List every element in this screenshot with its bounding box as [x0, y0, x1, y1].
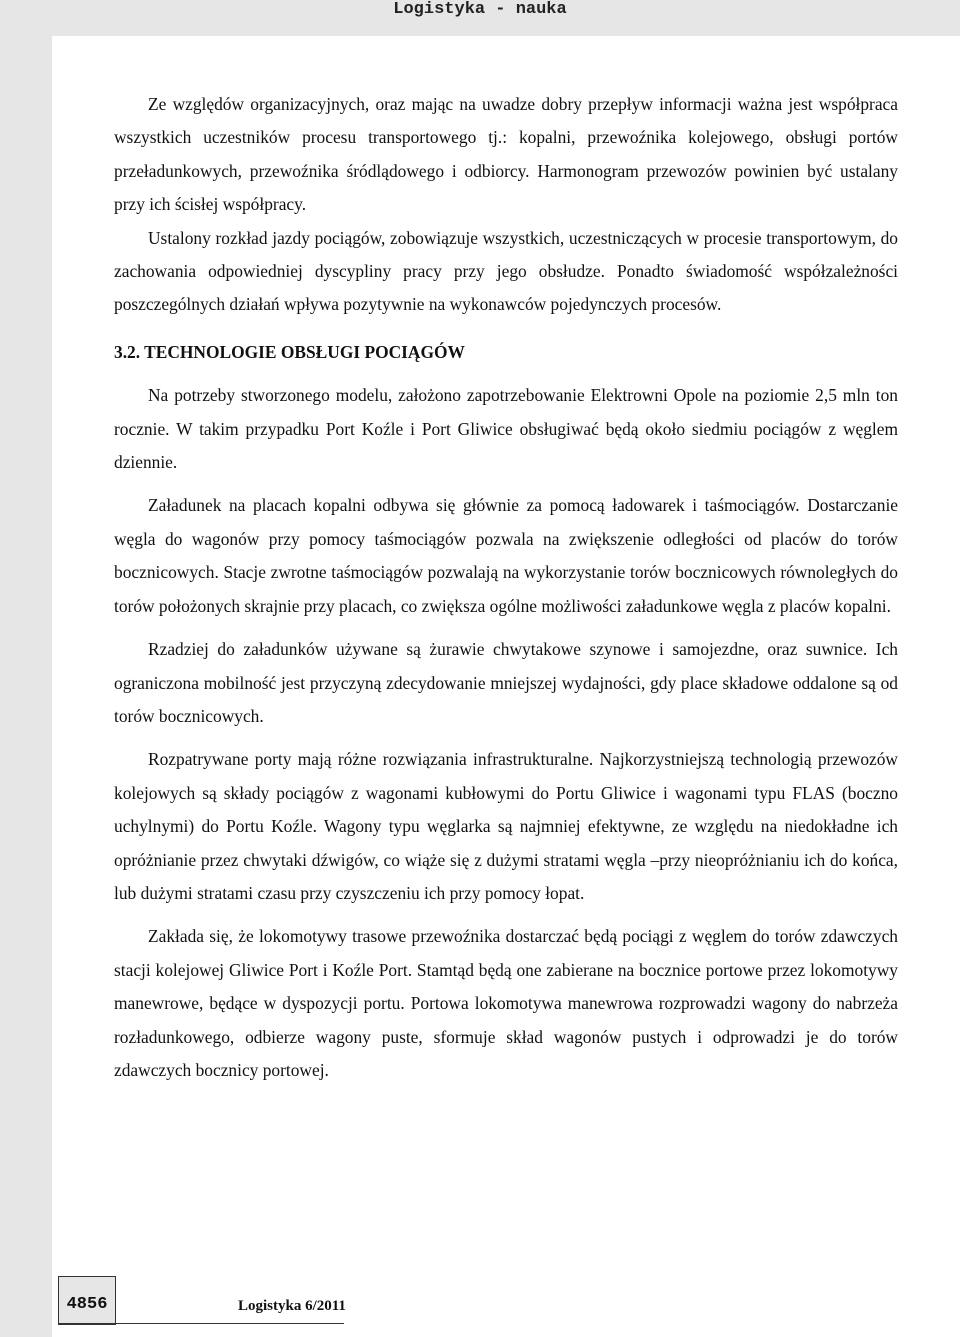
page-footer [58, 1276, 358, 1337]
article-body [114, 88, 898, 1087]
header-title: Logistyka - nauka [393, 0, 567, 19]
footer-rule [58, 1323, 344, 1324]
paragraph-cranes: Rzadziej do załadunków używane są żurawie chwytakowe szynowe i samojezdne, oraz suwnice. Ich ograniczona mobilność jest przyczyną zdecydowanie mniejszej wydajności, gdy place składowe oddalone są od torów bocznicowych. [114, 639, 898, 726]
paragraph-cooperation: Ze względów organizacyjnych, oraz mając na uwadze dobry przepływ informacji ważna jest współpraca wszystkich uczestników procesu transportowego tj.: kopalni, przewoźnika kolejowego, obsługi portów przeładunkowych, przewoźnika śródlądowego i odbiorcy. Harmonogram przewozów powinien być ustalany przy ich ścisłej współpracy. [114, 94, 898, 215]
page-number-box [58, 1276, 116, 1325]
page-number: 4856 [66, 1295, 108, 1314]
running-header [0, 0, 960, 36]
section-heading: 3.2. TECHNOLOGIE OBSŁUGI POCIĄGÓW [114, 341, 465, 362]
paragraph-locomotives: Zakłada się, że lokomotywy trasowe przewoźnika dostarczać będą pociągi z węglem do torów zdawczych stacji kolejowej Gliwice Port i Koźle Port. Stamtąd będą one zabierane na bocznice portowe przez lokomotywy manewrowe, będące w dyspozycji portu. Portowa lokomotywa manewrowa rozprowadzi wagony do nabrzeża rozładunkowego, odbierze wagony puste, sformuje skład wagonów pustych i odprowadzi je do torów zdawczych bocznicy portowej. [114, 926, 898, 1080]
paragraph-model: Na potrzeby stworzonego modelu, założono zapotrzebowanie Elektrowni Opole na poziomie 2,5 mln ton rocznie. W takim przypadku Port Koźle i Port Gliwice obsługiwać będą około siedmiu pociągów z węglem dziennie. [114, 385, 898, 473]
paragraph-loading: Załadunek na placach kopalni odbywa się głównie za pomocą ładowarek i taśmociągów. Dostarczanie węgla do wagonów przy pomocy taśmociągów pozwala na zwiększenie odległości od placów do torów bocznicowych. Stacje zwrotne taśmociągów pozwalają na wykorzystanie torów bocznicowych równoległych do torów położonych skrajnie przy placach, co zwiększa ogólne możliwości załadunkowe węgla z placów kopalni. [114, 495, 898, 616]
page-sheet [52, 36, 960, 1337]
journal-name: Logistyka 6/2011 [238, 1298, 346, 1314]
paragraph-ports: Rozpatrywane porty mają różne rozwiązania infrastrukturalne. Najkorzystniejszą technologią przewozów kolejowych są składy pociągów z wagonami kubłowymi do Portu Gliwice i wagonami typu FLAS (boczno uchylnymi) do Portu Koźle. Wagony typu węglarka są najmniej efektywne, ze względu na niedokładne ich opróżnianie przez chwytaki dźwigów, co wiąże się z dużymi stratami węgla –przy nieopróżnianiu ich do końca, lub dużymi stratami czasu przy czyszczeniu ich przy pomocy łopat. [114, 749, 898, 903]
paragraph-timetable: Ustalony rozkład jazdy pociągów, zobowiązuje wszystkich, uczestniczących w procesie transportowym, do zachowania odpowiedniej dyscypliny pracy przy jego obsłudze. Ponadto świadomość współzależności poszczególnych działań wpływa pozytywnie na wykonawców pojedynczych procesów. [114, 227, 898, 315]
